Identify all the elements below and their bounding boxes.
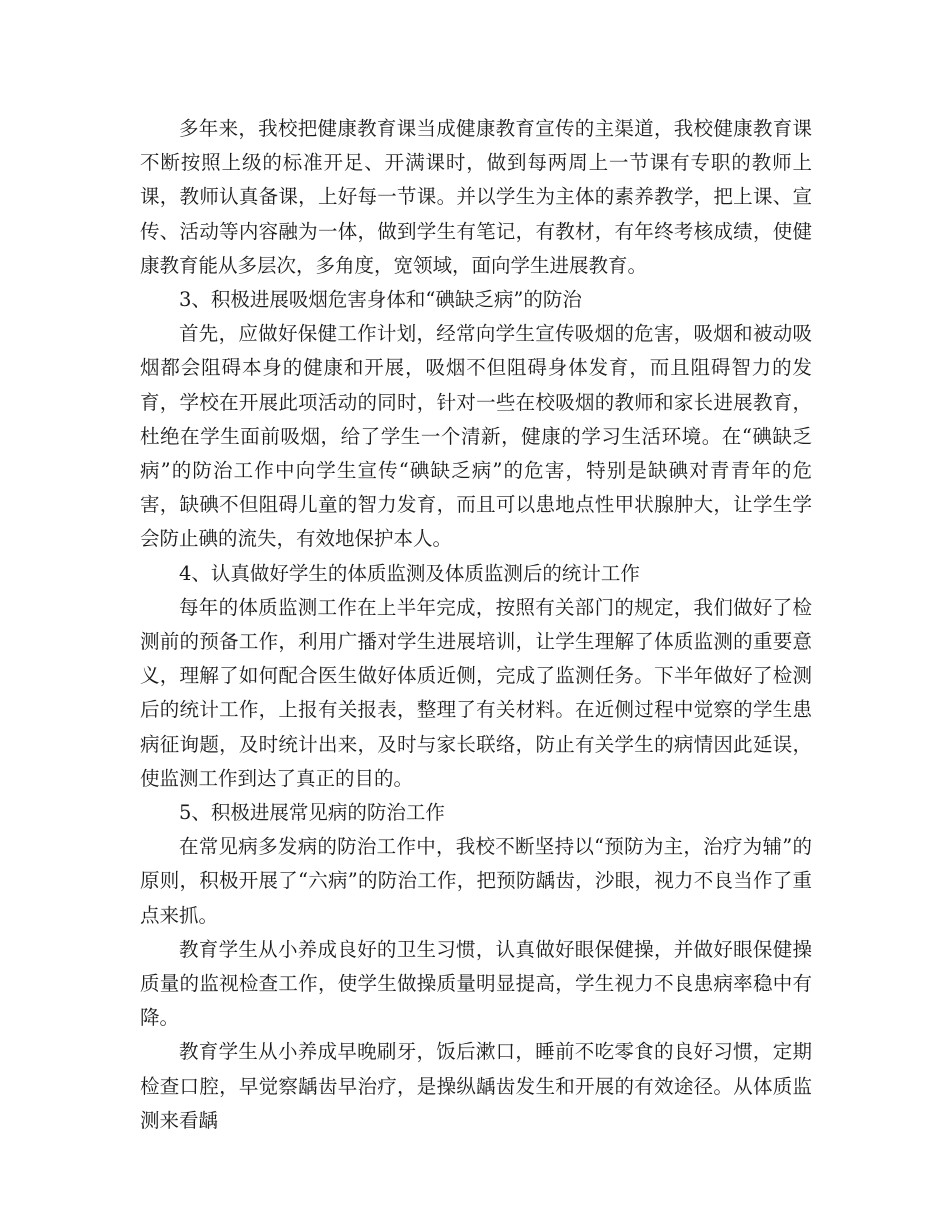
document-body xyxy=(140,112,812,1138)
paragraph-smoking-iodine: 首先，应做好保健工作计划，经常向学生宣传吸烟的危害，吸烟和被动吸烟都会阻碍本身的健康和开展，吸烟不但阻碍身体发育，而且阻碍智力的发育，学校在开展此项活动的同时，针对一些在校吸烟的教师和家长进展教育，杜绝在学生面前吸烟，给了学生一个清新，健康的学习生活环境。在“碘缺乏病”的防治工作中向学生宣传“碘缺乏病”的危害，特别是缺碘对青青年的危害，缺碘不但阻碍儿童的智力发育，而且可以患地点性甲状腺肿大，让学生学会防止碘的流失，有效地保护本人。 xyxy=(140,322,812,551)
paragraph-dental-care: 教育学生从小养成早晚刷牙，饭后漱口，睡前不吃零食的良好习惯，定期检查口腔，早觉察龋齿早治疗，是操纵龋齿发生和开展的有效途径。从体质监测来看龋 xyxy=(140,1040,812,1132)
heading-common-disease-prevention: 5、积极进展常见病的防治工作 xyxy=(179,801,445,825)
paragraph-physique-monitoring: 每年的体质监测工作在上半年完成，按照有关部门的规定，我们做好了检测前的预备工作，利用广播对学生进展培训，让学生理解了体质监测的重要意义，理解了如何配合医生做好体质近侧，完成了监测任务。下半年做好了检测后的统计工作，上报有关报表，整理了有关材料。在近侧过程中觉察的学生患病征询题，及时统计出来，及时与家长联络，防止有关学生的病情因此延误，使监测工作到达了真正的目的。 xyxy=(140,595,812,790)
paragraph-common-disease: 在常见病多发病的防治工作中，我校不断坚持以“预防为主，治疗为辅”的原则，积极开展了“六病”的防治工作，把预防龋齿，沙眼，视力不良当作了重点来抓。 xyxy=(140,835,812,927)
paragraph-eye-exercises: 教育学生从小养成良好的卫生习惯，认真做好眼保健操，并做好眼保健操质量的监视检查工作，使学生做操质量明显提高，学生视力不良患病率稳中有降。 xyxy=(140,937,812,1030)
paragraph-health-education-course: 多年来，我校把健康教育课当成健康教育宣传的主渠道，我校健康教育课不断按照上级的标准开足、开满课时，做到每两周上一节课有专职的教师上课，教师认真备课，上好每一节课。并以学生为主体的素养教学，把上课、宣传、活动等内容融为一体，做到学生有笔记，有教材，有年终考核成绩，使健康教育能从多层次，多角度，宽领域，面向学生进展教育。 xyxy=(140,117,812,277)
heading-smoking-iodine-prevention: 3、积极进展吸烟危害身体和“碘缺乏病”的防治 xyxy=(179,288,582,312)
heading-physique-monitoring: 4、认真做好学生的体质监测及体质监测后的统计工作 xyxy=(179,561,640,585)
